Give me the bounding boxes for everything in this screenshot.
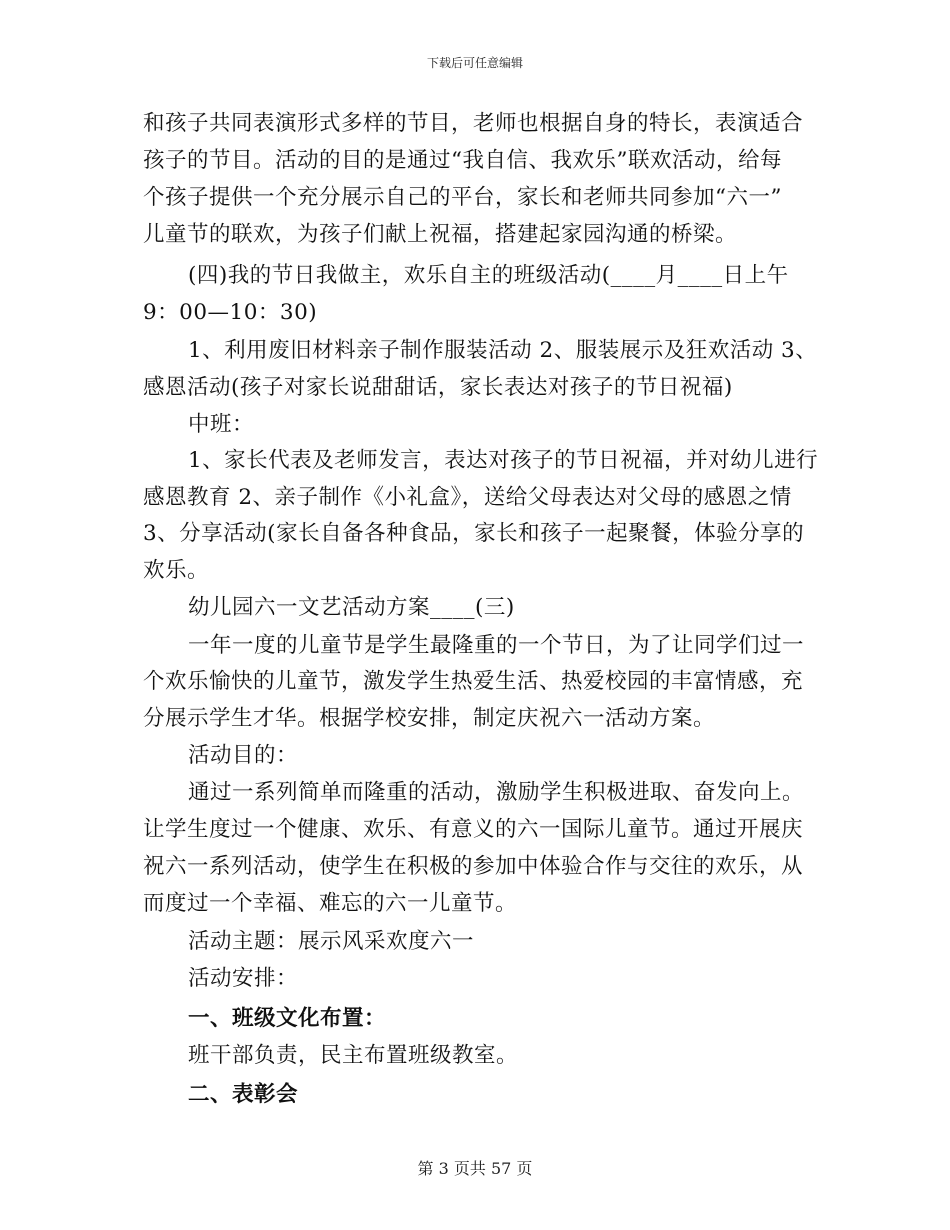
bold-heading: 一、班级文化布置： bbox=[188, 1006, 387, 1031]
text-line: 个孩子提供一个充分展示自己的平台，家长和老师共同参加“六一” bbox=[143, 185, 782, 210]
text-line: 一年一度的儿童节是学生最隆重的一个节日，为了让同学们过一 bbox=[188, 633, 805, 658]
text-line: 1、家长代表及老师发言，表达对孩子的节日祝福，并对幼儿进行 bbox=[188, 448, 819, 473]
section-heading: 幼儿园六一文艺活动方案____(三) bbox=[188, 595, 515, 620]
text-line: 通过一系列简单而隆重的活动，激励学生积极进取、奋发向上。 bbox=[188, 780, 805, 805]
text-line: 欢乐。 bbox=[143, 558, 210, 583]
text-line: 感恩活动(孩子对家长说甜甜话，家长表达对孩子的节日祝福) bbox=[143, 375, 733, 400]
text-line: 儿童节的联欢，为孩子们献上祝福，搭建起家园沟通的桥梁。 bbox=[143, 222, 738, 247]
text-line: 祝六一系列活动，使学生在积极的参加中体验合作与交往的欢乐，从 bbox=[143, 854, 804, 879]
page-header: 下载后可任意编辑 bbox=[426, 56, 523, 70]
page-footer: 第 3 页共 57 页 bbox=[417, 1159, 533, 1178]
text-line: 班干部负责，民主布置班级教室。 bbox=[188, 1043, 519, 1068]
text-line: 和孩子共同表演形式多样的节目，老师也根据自身的特长，表演适合 bbox=[143, 111, 804, 136]
text-line: 3、分享活动(家长自备各种食品，家长和孩子一起聚餐，体验分享的 bbox=[143, 521, 805, 546]
text-line: 活动安排： bbox=[188, 966, 299, 991]
text-line: 分展示学生才华。根据学校安排，制定庆祝六一活动方案。 bbox=[143, 706, 716, 731]
bold-heading: 二、表彰会 bbox=[188, 1082, 299, 1107]
text-line: 中班： bbox=[188, 412, 255, 437]
text-line: 让学生度过一个健康、欢乐、有意义的六一国际儿童节。通过开展庆 bbox=[143, 817, 804, 842]
text-line: 而度过一个幸福、难忘的六一儿童节。 bbox=[143, 891, 518, 916]
text-line: 活动主题：展示风采欢度六一 bbox=[188, 929, 475, 954]
text-line: 个欢乐愉快的儿童节，激发学生热爱生活、热爱校园的丰富情感，充 bbox=[143, 669, 804, 694]
text-line: 活动目的： bbox=[188, 743, 299, 768]
text-line: (四)我的节日我做主，欢乐自主的班级活动(____月____日上午 bbox=[188, 263, 789, 288]
text-line: 孩子的节目。活动的目的是通过“我自信、我欢乐”联欢活动，给每 bbox=[143, 148, 782, 173]
text-line: 1、利用废旧材料亲子制作服装活动 2、服装展示及狂欢活动 3、 bbox=[188, 338, 818, 363]
text-line: 感恩教育 2、亲子制作《小礼盒》，送给父母表达对父母的感恩之情 bbox=[143, 485, 792, 510]
text-line: 9：00—10：30) bbox=[143, 300, 318, 325]
